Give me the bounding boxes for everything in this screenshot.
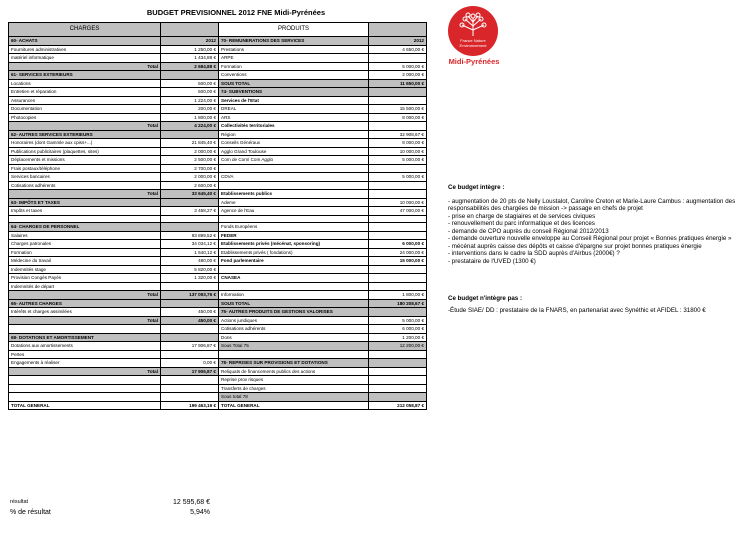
table-row xyxy=(9,37,427,46)
logo-region: Midi-Pyrénées xyxy=(448,57,500,66)
table-row xyxy=(9,350,427,359)
list-item: -Étude SIAE/ DD : prestataire de la FNARS, en partenariat avec Synéthic et AFIDEL : 31800 € xyxy=(448,306,706,314)
produit-label: Fond parlementaire xyxy=(219,257,369,266)
charge-label: Provision Congés Payés xyxy=(9,274,161,283)
produit-label: Formation xyxy=(219,62,369,71)
produit-value xyxy=(369,164,427,173)
table-row xyxy=(9,257,427,266)
produit-label: ARPE xyxy=(219,54,369,63)
charge-value xyxy=(161,350,219,359)
produit-label: Sous total 78 xyxy=(219,393,369,402)
produit-label: Transferts de charges xyxy=(219,384,369,393)
notes-heading-includes: Ce budget intègre : xyxy=(448,184,505,191)
produit-label: Etablissements publics xyxy=(219,190,369,199)
produit-label: FEDER xyxy=(219,231,369,240)
produit-label: Dons xyxy=(219,333,369,342)
charge-value: 500,00 € xyxy=(161,79,219,88)
table-row xyxy=(9,164,427,173)
produit-value xyxy=(369,282,427,291)
produit-label: CNASEA xyxy=(219,274,369,283)
logo-circle-icon xyxy=(448,6,498,56)
produit-value: 5 000,00 € xyxy=(369,156,427,165)
charge-label: Cotisations adhérents xyxy=(9,181,161,190)
produit-value xyxy=(369,122,427,131)
charge-label: Publications publicitaires (plaquettes, sites) xyxy=(9,147,161,156)
produit-label: 70- REMUNERATIONS DES SERVICES xyxy=(219,37,369,46)
charge-value: 480,00 € xyxy=(161,257,219,266)
table-row xyxy=(9,215,427,223)
charge-value xyxy=(161,282,219,291)
charge-label: Locations xyxy=(9,79,161,88)
charge-label: 64- CHARGES DE PERSONNEL xyxy=(9,223,161,232)
charge-label: 63- IMPÔTS ET TAXES xyxy=(9,198,161,207)
charge-label: TOTAL GENERAL xyxy=(9,401,161,410)
produit-label: TOTAL GENERAL xyxy=(219,401,369,410)
table-row xyxy=(9,299,427,308)
charge-value xyxy=(161,299,219,308)
charge-value: 2 700,00 € xyxy=(161,164,219,173)
produit-label: Région xyxy=(219,130,369,139)
produit-label: ARS xyxy=(219,113,369,122)
produit-label: Prestations xyxy=(219,45,369,54)
list-item: - prestataire de l'UVED (1300 €) xyxy=(448,257,536,265)
produit-label: Sous Total 75 xyxy=(219,342,369,351)
produit-label: Etablissements privés (mécénat, sponsoring) xyxy=(219,240,369,249)
table-row xyxy=(9,401,427,410)
charge-value: 3 458,27 € xyxy=(161,207,219,216)
notes-heading-excludes: Ce budget n'intègre pas : xyxy=(448,295,523,302)
table-row xyxy=(9,122,427,131)
charge-label: Assurances xyxy=(9,96,161,105)
charge-label: Total xyxy=(9,291,161,300)
table-row xyxy=(9,393,427,402)
charge-label: Entretien et réparation xyxy=(9,88,161,97)
produit-value xyxy=(369,231,427,240)
produit-label xyxy=(219,265,369,274)
charge-label: Total xyxy=(9,316,161,325)
charge-label: Total xyxy=(9,62,161,71)
charge-label: 65- AUTRES CHARGES xyxy=(9,299,161,308)
table-row xyxy=(9,265,427,274)
notes-includes-list xyxy=(448,198,744,266)
charge-label: Indemnités stage xyxy=(9,265,161,274)
produit-label xyxy=(219,350,369,359)
charge-value xyxy=(161,393,219,402)
produit-value: 1 800,00 € xyxy=(369,291,427,300)
charge-value: 450,00 € xyxy=(161,308,219,317)
table-row xyxy=(9,139,427,148)
tree-icon xyxy=(448,6,498,56)
notes-excludes-list xyxy=(448,307,744,315)
produit-value: 5 000,00 € xyxy=(369,62,427,71)
charge-value: 200,00 € xyxy=(161,105,219,114)
charge-label: Charges patronales xyxy=(9,240,161,249)
produit-value xyxy=(369,359,427,368)
charge-value: 17 906,87 € xyxy=(161,342,219,351)
table-row xyxy=(9,71,427,80)
produit-value xyxy=(369,308,427,317)
table-row xyxy=(9,173,427,182)
charge-label: Frais postaux/téléphone xyxy=(9,164,161,173)
table-row xyxy=(9,376,427,385)
produit-value: 8 000,00 € xyxy=(369,139,427,148)
charge-value: 33 645,40 € xyxy=(161,190,219,199)
produit-label: Collectivités territoriales xyxy=(219,122,369,131)
produit-value xyxy=(369,274,427,283)
table-row xyxy=(9,231,427,240)
produit-label: 78- REPRISES SUR PROVISIONS ET DOTATIONS xyxy=(219,359,369,368)
produit-label xyxy=(219,181,369,190)
list-item: - interventions dans le cadre la SDD auprès d'Airbus (2000€) ? xyxy=(448,250,620,257)
resultat-row xyxy=(10,499,210,506)
logo-line2: Environnement xyxy=(459,42,487,48)
produit-value: 24 000,00 € xyxy=(369,248,427,257)
charge-label: Total xyxy=(9,122,161,131)
produit-value xyxy=(369,181,427,190)
produit-label: Agence de l'Eau xyxy=(219,207,369,216)
list-item: - mécénat auprès caisse des dépôts et caisse d'épargne sur projet bonnes pratiques énergie xyxy=(448,242,702,250)
charge-label xyxy=(9,376,161,385)
produit-value: 47 000,00 € xyxy=(369,207,427,216)
produit-value xyxy=(369,223,427,232)
charge-value: 500,00 € xyxy=(161,88,219,97)
produit-label: 74- SUBVENTIONS xyxy=(219,88,369,97)
charge-value: 17 906,87 € xyxy=(161,367,219,376)
table-row xyxy=(9,54,427,63)
charge-value: 137 093,76 € xyxy=(161,291,219,300)
produit-value: 10 000,00 € xyxy=(369,147,427,156)
charge-value: 1 434,88 € xyxy=(161,54,219,63)
produit-value: 15 500,00 € xyxy=(369,105,427,114)
charge-label: 62- AUTRES SERVICES EXTERIEURS xyxy=(9,130,161,139)
produit-label: Reliquats de financements publics des actions xyxy=(219,367,369,376)
notes-panel xyxy=(448,184,744,314)
charge-value xyxy=(161,333,219,342)
produit-value: 32 908,67 € xyxy=(369,130,427,139)
table-row xyxy=(9,45,427,54)
table-row xyxy=(9,207,427,216)
charge-value: 1 800,00 € xyxy=(161,113,219,122)
charge-value xyxy=(161,325,219,334)
charge-label: Pertes xyxy=(9,350,161,359)
fne-logo xyxy=(436,6,512,68)
produit-label: SOUS TOTAL xyxy=(219,79,369,88)
table-row xyxy=(9,308,427,317)
charge-value: 5 820,00 € xyxy=(161,265,219,274)
charge-label: Fournitures administratives xyxy=(9,45,161,54)
logo-line1: France Nature xyxy=(460,38,486,43)
pct-value: 5,94% xyxy=(190,509,210,516)
table-row xyxy=(9,79,427,88)
charge-label: 68- DOTATIONS ET AMORTISSEMENT xyxy=(9,333,161,342)
produit-value: 5 000,00 € xyxy=(369,316,427,325)
produit-label: Etablissements privés ( fondations) xyxy=(219,248,369,257)
charge-label: Formation xyxy=(9,248,161,257)
charge-label: Salaires xyxy=(9,231,161,240)
charge-label: Total xyxy=(9,367,161,376)
charge-value xyxy=(161,384,219,393)
table-row xyxy=(9,105,427,114)
table-row xyxy=(9,96,427,105)
charge-value: 1 540,12 € xyxy=(161,248,219,257)
produit-label: CDVA xyxy=(219,173,369,182)
table-row xyxy=(9,248,427,257)
produit-value xyxy=(369,384,427,393)
page-title: BUDGET PREVISIONNEL 2012 FNE Midi-Pyrénées xyxy=(146,8,326,17)
charge-label: Honoraires (dont Gammle aux cpiss+...) xyxy=(9,139,161,148)
table-row xyxy=(9,240,427,249)
table-row xyxy=(9,333,427,342)
produit-value: 6 000,00 € xyxy=(369,325,427,334)
produit-value: 2 000,00 € xyxy=(369,71,427,80)
charge-value: 0,00 € xyxy=(161,359,219,368)
table-row xyxy=(9,384,427,393)
table-row xyxy=(9,291,427,300)
charge-label: 61- SERVICES EXTERIEURS xyxy=(9,71,161,80)
produit-label: Actions juridiques xyxy=(219,316,369,325)
produit-label: DREAL xyxy=(219,105,369,114)
charge-value: 450,00 € xyxy=(161,316,219,325)
charge-value xyxy=(161,71,219,80)
produit-value xyxy=(369,96,427,105)
charge-value: 199 463,19 € xyxy=(161,401,219,410)
charge-label: Services bancaires xyxy=(9,173,161,182)
charge-label: Total xyxy=(9,190,161,199)
pct-label: % de résultat xyxy=(10,509,51,516)
charge-value xyxy=(161,215,219,223)
budget-table xyxy=(8,22,427,410)
produit-value xyxy=(369,350,427,359)
charge-value xyxy=(161,198,219,207)
charge-label: Intérêts et charges assimilées xyxy=(9,308,161,317)
charge-label: Impôts et taxes xyxy=(9,207,161,216)
produit-value xyxy=(369,265,427,274)
produit-label xyxy=(219,282,369,291)
produit-label: Conseils Généraux xyxy=(219,139,369,148)
produit-label: SOUS TOTAL xyxy=(219,299,369,308)
resultat-value: 12 595,68 € xyxy=(173,499,210,506)
charge-value: 1 250,00 € xyxy=(161,45,219,54)
produit-label: 75- AUTRES PRODUITS DE GESTIONS VALORISES xyxy=(219,308,369,317)
produit-value xyxy=(369,215,427,223)
charge-label: Déplacements et missions xyxy=(9,156,161,165)
produit-value: 11 650,00 € xyxy=(369,79,427,88)
charge-label xyxy=(9,384,161,393)
charge-value: 34 034,12 € xyxy=(161,240,219,249)
produit-value: 212 058,87 € xyxy=(369,401,427,410)
produit-label xyxy=(219,215,369,223)
charge-label: matériel informatique xyxy=(9,54,161,63)
produit-label: Fonds Européens xyxy=(219,223,369,232)
table-row xyxy=(9,367,427,376)
charge-value: 2 000,00 € xyxy=(161,147,219,156)
pct-row xyxy=(10,509,210,516)
list-item: - augmentation de 20 pts de Nelly Loustalot, Caroline Creton et Marie-Laure Cambus : augmentation des responsabilités des chargées de mission -> passage en chefs de projet xyxy=(448,197,736,212)
charge-value: 4 224,00 € xyxy=(161,122,219,131)
produit-value xyxy=(369,54,427,63)
produit-label: Cotisations adhérents xyxy=(219,325,369,334)
produit-label: Services de l'Etat xyxy=(219,96,369,105)
charge-value: 21 845,40 € xyxy=(161,139,219,148)
list-item: - demande ouverture nouvelle enveloppe au Conseil Régional pour projet « Bonnes pratiques énergie » xyxy=(448,235,732,242)
produit-label: Ademe xyxy=(219,198,369,207)
table-row xyxy=(9,325,427,334)
produit-label: Com de Com/ Com Agglo xyxy=(219,156,369,165)
table-row xyxy=(9,190,427,199)
table-row xyxy=(9,198,427,207)
table-row xyxy=(9,113,427,122)
charge-value xyxy=(161,223,219,232)
charge-value: 2 600,00 € xyxy=(161,181,219,190)
charge-value: 1 320,00 € xyxy=(161,274,219,283)
resultat-label: résultat xyxy=(10,499,29,505)
produit-value: 180 208,67 € xyxy=(369,299,427,308)
charge-label: Documentation xyxy=(9,105,161,114)
table-row xyxy=(9,147,427,156)
produit-value: 12 200,00 € xyxy=(369,342,427,351)
produit-label: Agglo Grand Toulouse xyxy=(219,147,369,156)
table-row xyxy=(9,342,427,351)
list-item: - prise en charge de stagiaires et de services civiques xyxy=(448,212,596,220)
list-item: - demande de CPO auprès du conseil Régional 2012/2013 xyxy=(448,227,609,235)
charge-value: 2 684,88 € xyxy=(161,62,219,71)
charge-value: 2 500,00 € xyxy=(161,156,219,165)
charge-label xyxy=(9,393,161,402)
produit-label: Information xyxy=(219,291,369,300)
charge-label: Dotations aux amortissements xyxy=(9,342,161,351)
produit-label: Conventions xyxy=(219,71,369,80)
produit-value xyxy=(369,376,427,385)
table-row xyxy=(9,274,427,283)
table-row xyxy=(9,282,427,291)
table-row xyxy=(9,223,427,232)
table-row xyxy=(9,359,427,368)
charge-label xyxy=(9,325,161,334)
charge-label: Indemnités de départ xyxy=(9,282,161,291)
produit-label xyxy=(219,164,369,173)
charge-label: 60- ACHATS xyxy=(9,37,161,46)
table-row xyxy=(9,88,427,97)
produit-value: 5 000,00 € xyxy=(369,173,427,182)
charge-label: Engagements à réaliser xyxy=(9,359,161,368)
produit-value: 2012 xyxy=(369,37,427,46)
produit-value xyxy=(369,367,427,376)
produit-value: 1 200,00 € xyxy=(369,333,427,342)
produit-value: 4 650,00 € xyxy=(369,45,427,54)
table-row xyxy=(9,130,427,139)
charge-value xyxy=(161,130,219,139)
list-item: - renouvellement du parc informatique et des licences xyxy=(448,220,595,227)
charges-header: CHARGES xyxy=(9,23,161,37)
produit-value xyxy=(369,393,427,402)
table-row xyxy=(9,181,427,190)
produit-value xyxy=(369,88,427,97)
table-row xyxy=(9,62,427,71)
produit-value xyxy=(369,190,427,199)
charge-value: 2 000,00 € xyxy=(161,173,219,182)
charge-value: 93 899,52 € xyxy=(161,231,219,240)
charge-label: Photocopies xyxy=(9,113,161,122)
produit-value: 10 000,00 € xyxy=(369,198,427,207)
charge-value xyxy=(161,376,219,385)
charge-value: 1 224,00 € xyxy=(161,96,219,105)
produit-value: 6 000,00 € xyxy=(369,240,427,249)
produit-value: 8 000,00 € xyxy=(369,113,427,122)
charge-value: 2012 xyxy=(161,37,219,46)
produit-label: Reprise prov risques xyxy=(219,376,369,385)
charge-label xyxy=(9,215,161,223)
charge-label: Médecine du travail xyxy=(9,257,161,266)
produit-value: 15 000,00 € xyxy=(369,257,427,266)
table-row xyxy=(9,316,427,325)
produits-header: PRODUITS xyxy=(219,23,369,37)
table-row xyxy=(9,156,427,165)
